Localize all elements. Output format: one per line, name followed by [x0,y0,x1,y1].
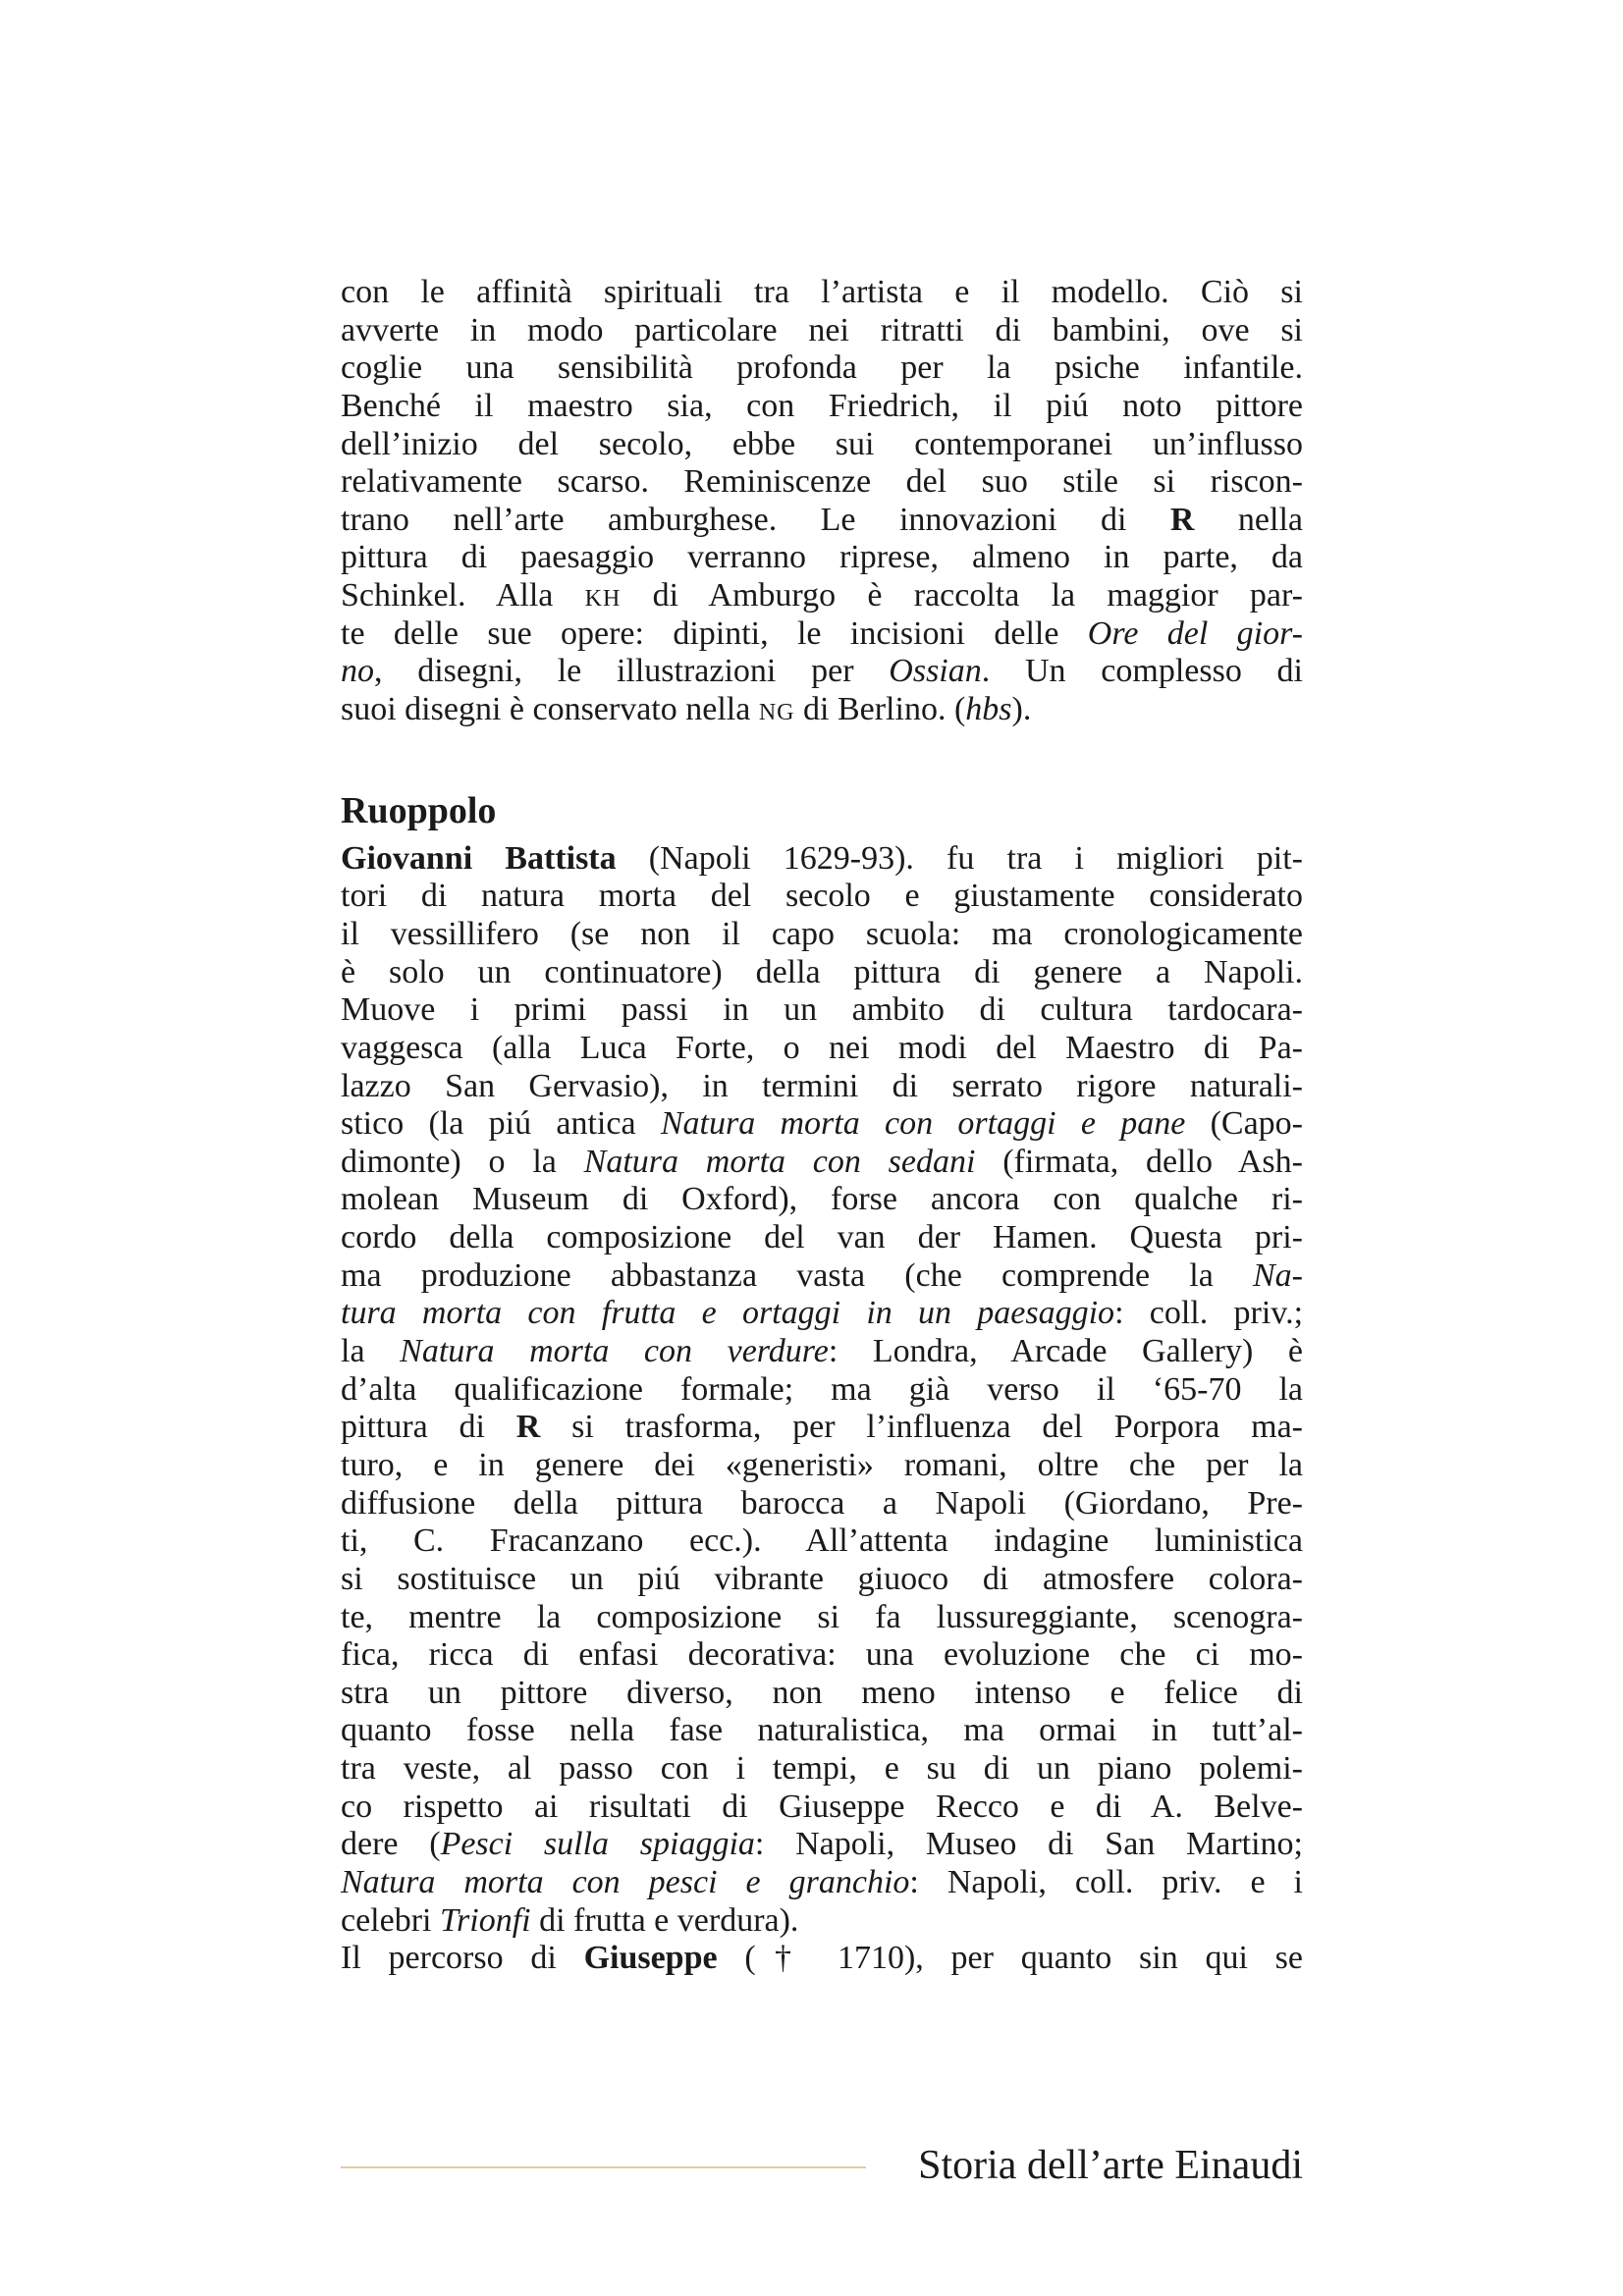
text-run: stra un pittore diverso, non meno intenso e felice di [341,1674,1303,1711]
text-run: Na- [1253,1256,1303,1294]
text-run: Natura morta con sedani [583,1143,976,1180]
text-run: stico (la piú antica [341,1105,661,1143]
text-run: hbs [965,691,1012,728]
text-run: molean Museum di Oxford), forse ancora con qualche ri- [341,1181,1303,1218]
text-run: turo, e in genere dei «generisti» romani, oltre che per la [341,1446,1303,1483]
footer-title: Storia dell’arte Einaudi [918,2143,1303,2188]
text-run: dere ( [341,1826,441,1863]
text-line [341,1030,1303,1068]
text-line [341,1219,1303,1257]
text-line [341,1371,1303,1410]
text-run: Giovanni Battista [341,839,617,877]
text-run: : Londra, Arcade Gallery) è [828,1333,1304,1370]
text-line [341,1333,1303,1371]
text-run: è solo un continuatore) della pittura di genere a Napoli. [341,953,1303,990]
text-run: tori di natura morta del secolo e giustamente considerato [341,878,1303,915]
text-run: lazzo San Gervasio), in termini di serrato rigore naturali- [341,1067,1303,1104]
text-run: Muove i primi passi in un ambito di cultura tardocara- [341,991,1303,1029]
text-run: : Napoli, coll. priv. e i [909,1863,1303,1900]
text-line [341,1789,1303,1827]
text-run: trano nell’arte amburghese. Le innovazioni di [341,501,1170,538]
text-line [341,1068,1303,1106]
text-line [341,916,1303,954]
text-run: Schinkel. Alla [341,577,585,614]
text-run: tra veste, al passo con i tempi, e su di un piano polemi- [341,1750,1303,1788]
text-line [341,1636,1303,1675]
text-run: si sostituisce un piú vibrante giuoco di atmosfere colora- [341,1560,1303,1597]
text-run: Pesci sulla spiaggia [440,1826,755,1863]
text-run: Natura morta con pesci e granchio [341,1863,910,1900]
text-run: Giuseppe [583,1940,718,1977]
text-line [341,463,1303,502]
text-run: Il percorso di [341,1940,584,1977]
text-line [341,1750,1303,1789]
text-run: relativamente scarso. Reminiscenze del suo stile si riscon- [341,463,1303,501]
text-line [341,1522,1303,1561]
text-run: vaggesca (alla Luca Forte, o nei modi del Maestro di Pa- [341,1029,1303,1066]
text-line [341,502,1303,540]
text-run: (Capo- [1185,1105,1304,1143]
text-run: pittura di paesaggio verranno riprese, almeno in parte, da [341,539,1303,576]
text-line [341,954,1303,992]
paragraph-runge-continuation [341,274,1303,729]
text-run: : coll. priv.; [1114,1295,1304,1332]
text-run: R [515,1409,541,1446]
entry-heading: Ruoppolo [341,789,497,831]
text-run: (firmata, dello Ash- [975,1143,1303,1180]
footer-rule [341,2166,866,2168]
text-run: : Napoli, Museo di San Martino; [754,1826,1304,1863]
text-line [341,1447,1303,1485]
text-run: suoi disegni è conservato nella [341,691,759,728]
text-line [341,991,1303,1030]
text-run: diffusione della pittura barocca a Napoli (Giordano, Pre- [341,1484,1303,1522]
text-run: Natura morta con verdure [400,1333,829,1370]
text-run: (Napoli 1629-93). fu tra i migliori pit- [616,839,1303,877]
text-line [341,840,1303,879]
paragraph-ruoppolo [341,840,1303,1978]
text-run: si trasforma, per l’influenza del Porpora ma- [540,1409,1303,1446]
text-run: Ossian [889,653,982,690]
text-run: no [341,653,374,690]
text-line [341,1485,1303,1523]
text-line [341,539,1303,577]
text-line [341,1712,1303,1750]
text-run: quanto fosse nella fase naturalistica, ma ormai in tutt’al- [341,1712,1303,1749]
text-run: dell’inizio del secolo, ebbe sui contemporanei un’influsso [341,425,1303,462]
text-line [341,1826,1303,1864]
text-run: Trionfi [440,1901,531,1939]
text-line [341,1295,1303,1333]
text-run: . Un complesso di [981,653,1304,690]
text-line [341,426,1303,464]
text-line [341,878,1303,916]
text-line [341,1675,1303,1713]
text-run: KH [584,586,622,613]
text-line [341,1599,1303,1637]
text-line [341,1864,1303,1902]
text-run: te, mentre la composizione si fa lussureggiante, scenogra- [341,1598,1303,1635]
text-run: la [341,1333,401,1370]
text-line [341,1105,1303,1144]
text-run: NG [758,700,795,726]
text-run: cordo della composizione del van der Hamen. Questa pri- [341,1219,1303,1256]
text-line [341,349,1303,388]
text-run: fica, ricca di enfasi decorativa: una evoluzione che ci mo- [341,1636,1303,1674]
text-run: ). [1011,691,1032,728]
text-run: Benché il maestro sia, con Friedrich, il piú noto pittore [341,387,1303,424]
text-run: il vessillifero (se non il capo scuola: ma cronologicamente [341,915,1303,952]
text-line [341,653,1303,691]
text-run: nella [1194,501,1303,538]
text-run: di Berlino. ( [794,691,966,728]
text-run: avverte in modo particolare nei ritratti di bambini, ove si [341,311,1303,348]
text-line [341,1144,1303,1182]
text-line [341,1902,1303,1941]
text-run: di Amburgo è raccolta la maggior par- [621,577,1303,614]
text-line [341,615,1303,654]
text-line [341,274,1303,312]
text-run: pittura di [341,1409,516,1446]
text-run: , disegni, le illustrazioni per [374,653,890,690]
text-line [341,1561,1303,1599]
text-run: d’alta qualificazione formale; ma già verso il ‘65-70 la [341,1370,1303,1408]
text-run: tura morta con frutta e ortaggi in un paesaggio [341,1295,1115,1332]
text-run: co rispetto ai risultati di Giuseppe Recco e di A. Belve- [341,1788,1303,1825]
text-line [341,312,1303,350]
text-run: dimonte) o la [341,1143,584,1180]
text-run: († 1710), per quanto sin qui se [717,1940,1303,1977]
text-run: te delle sue opere: dipinti, le incisioni delle [341,614,1088,652]
text-line [341,1257,1303,1296]
text-run: celebri [341,1901,440,1939]
text-line [341,1181,1303,1219]
text-run: con le affinità spirituali tra l’artista e il modello. Ciò si [341,274,1303,310]
text-run: di frutta e verdura). [530,1901,799,1939]
body-text [341,274,1303,1978]
text-line [341,577,1303,615]
text-run: R [1169,501,1195,538]
text-line [341,1940,1303,1978]
text-run: Natura morta con ortaggi e pane [660,1105,1186,1143]
text-line [341,691,1303,729]
text-run: ma produzione abbastanza vasta (che comprende la [341,1256,1253,1294]
text-run: coglie una sensibilità profonda per la psiche infantile. [341,349,1303,387]
text-run: ti, C. Fracanzano ecc.). All’attenta indagine luministica [341,1522,1303,1560]
text-run: Ore del gior- [1087,614,1303,652]
text-line [341,388,1303,426]
text-line [341,1409,1303,1447]
